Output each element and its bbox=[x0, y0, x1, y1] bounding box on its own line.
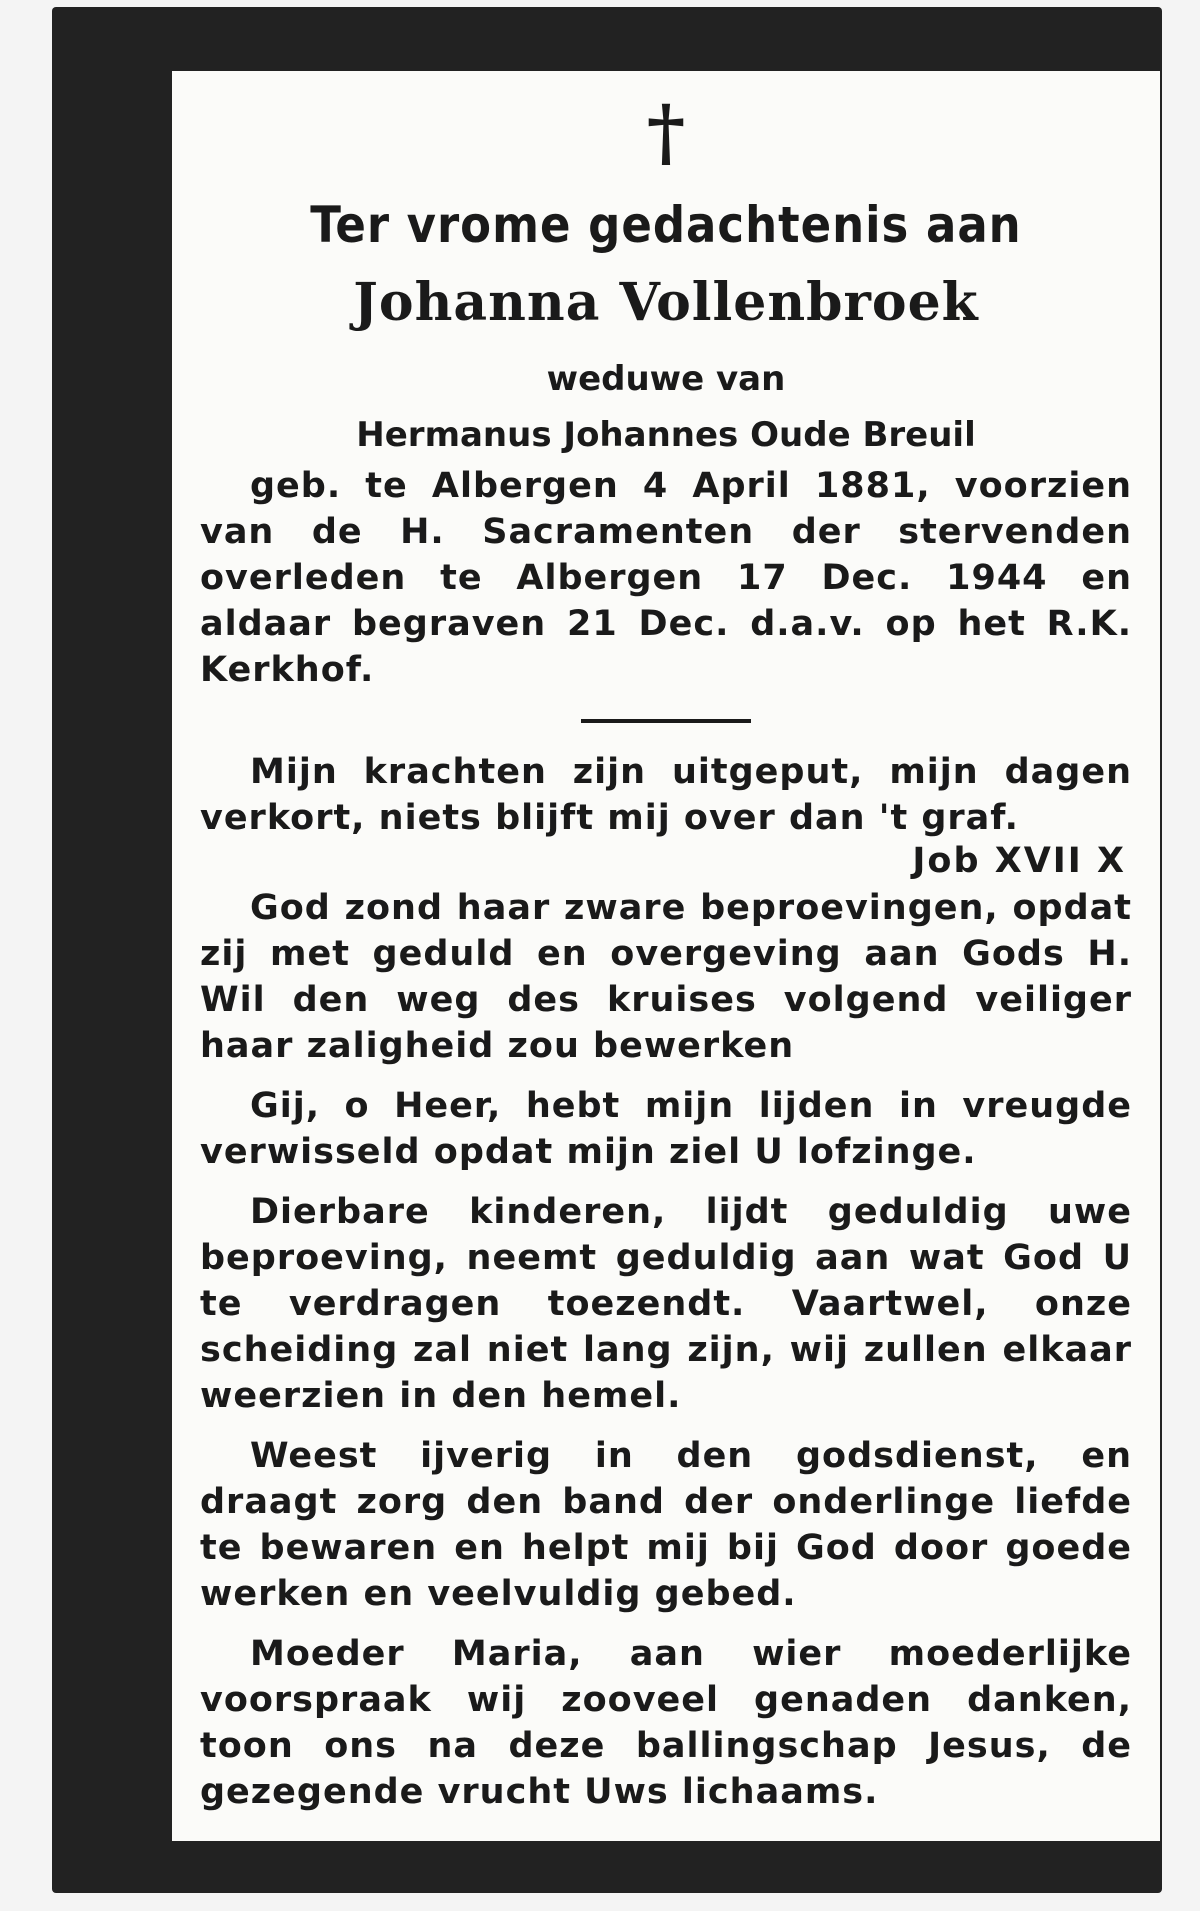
paragraph-2: Gij, o Heer, hebt mijn lijden in vreugde verwisseld opdat mijn ziel U lofzinge. bbox=[200, 1086, 1132, 1172]
divider-line bbox=[581, 719, 751, 723]
paragraph-4: Weest ijverig in den godsdienst, en draagt zorg den band der onderlinge liefde te bewaren en helpt mij bij God door goede werken en veelvuldig gebed. bbox=[200, 1436, 1132, 1614]
verse-text: Mijn krachten zijn uitgeput, mijn dagen verkort, niets blijft mij over dan 't graf. bbox=[200, 752, 1132, 838]
cross-icon: † bbox=[646, 90, 686, 176]
relation-text: weduwe van bbox=[546, 359, 786, 399]
paragraph-3: Dierbare kinderen, lijdt geduldig uwe beproeving, neemt geduldig aan wat God U te verdragen toezendt. Vaartwel, onze scheiding zal niet lang zijn, wij zullen elkaar weerzien in den hemel. bbox=[200, 1192, 1132, 1416]
paragraph-1: God zond haar zware beproevingen, opdat zij met geduld en overgeving aan Gods H. Wil den weg des kruises volgend veiliger haar zaligheid zou bewerken bbox=[200, 888, 1132, 1066]
spouse-name: Hermanus Johannes Oude Breuil bbox=[356, 415, 976, 455]
paragraph-5: Moeder Maria, aan wier moederlijke voorspraak wij zooveel genaden danken, toon ons na deze ballingschap Jesus, de gezegende vrucht Uws lichaams. bbox=[200, 1634, 1132, 1812]
memorial-card-border bbox=[52, 7, 1162, 1893]
deceased-name: Johanna Vollenbroek bbox=[353, 272, 979, 333]
memorial-card-panel bbox=[172, 71, 1160, 1841]
card-title: Ter vrome gedachtenis aan bbox=[310, 196, 1022, 254]
verse-reference: Job XVII X bbox=[912, 841, 1126, 881]
bio-paragraph: geb. te Albergen 4 April 1881, voorzien van de H. Sacramenten der stervenden overleden te Albergen 17 Dec. 1944 en aldaar begraven 21 Dec. d.a.v. op het R.K. Kerkhof. bbox=[200, 466, 1132, 690]
